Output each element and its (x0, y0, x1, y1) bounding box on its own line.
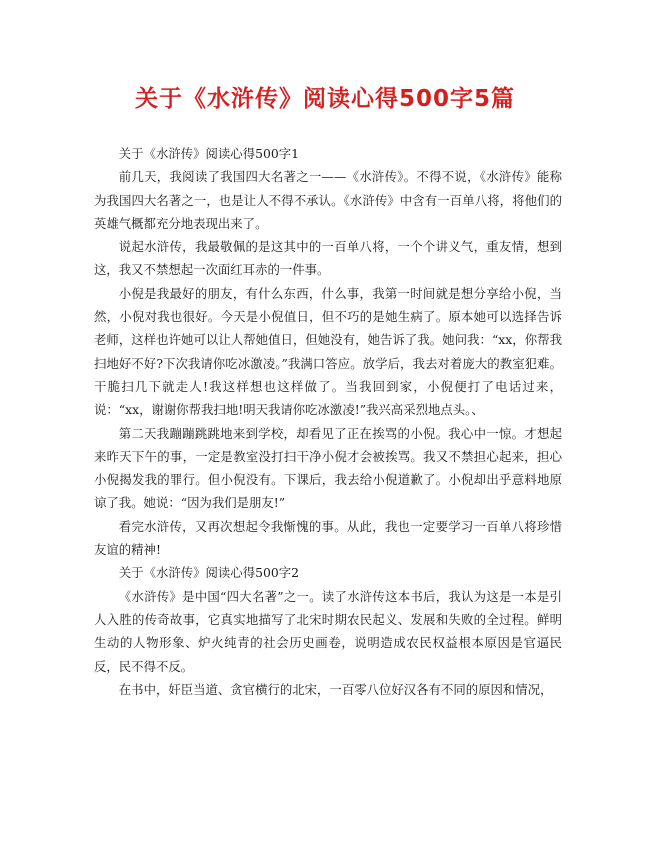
section-heading: 关于《水浒传》阅读心得500字2 (118, 565, 300, 581)
paragraph: 在书中，奸臣当道、贪官横行的北宋，一百零八位好汉各有不同的原因和情况， (118, 681, 553, 697)
paragraph: 前几天，我阅读了我国四大名著之一——《水浒传》。不得不说，《水浒传》能称为我国四大名著之一，也是让人不得不承认。《水浒传》中含有一百单八将，将他们的英雄气概都充分地表现出来了。 (94, 169, 562, 231)
document-title: 关于《水浒传》阅读心得500字5篇 (134, 86, 515, 112)
paragraph: 说起水浒传，我最敬佩的是这其中的一百单八将，一个个讲义气，重友情，想到这，我又不禁想起一次面红耳赤的一件事。 (94, 239, 562, 278)
paragraph: 《水浒传》是中国“四大名著”之一。读了水浒传这本书后，我认为这是一本是引人入胜的传奇故事，它真实地描写了北宋时期农民起义、发展和失败的全过程。鲜明生动的人物形象、炉火纯青的社会历史画卷，说明造成农民权益根本原因是官逼民反，民不得不反。 (94, 588, 562, 674)
paragraph: 看完水浒传，又再次想起令我惭愧的事。从此，我也一定要学习一百单八将珍惜友谊的精神! (94, 518, 562, 558)
document-body (94, 142, 562, 701)
paragraph: 小倪是我最好的朋友，有什么东西，什么事，我第一时间就是想分享给小倪，当然，小倪对我也很好。今天是小倪值日，但不巧的是她生病了。原本她可以选择告诉老师，这样也许她可以让人帮她值日，但她没有，她告诉了我。她问我：“xx，你帮我扫地好不好?下次我请你吃冰激凌。”我满口答应。放学后，我去对着庞大的教室犯难。干脆扫几下就走人!我这样想也这样做了。当我回到家，小倪便打了电话过来，说：“xx，谢谢你帮我扫地!明天我请你吃冰激凌!”我兴高采烈地点头。、 (94, 285, 562, 418)
section-heading: 关于《水浒传》阅读心得500字1 (118, 146, 300, 161)
paragraph: 第二天我蹦蹦跳跳地来到学校，却看见了正在挨骂的小倪。我心中一惊。才想起来昨天下午的事，一定是教室没打扫干净小倪才会被挨骂。我又不禁担心起来，担心小倪揭发我的罪行。但小倪没有。下课后，我去给小倪道歉了。小倪却出乎意料地原谅了我。她说：“因为我们是朋友!” (94, 425, 562, 511)
